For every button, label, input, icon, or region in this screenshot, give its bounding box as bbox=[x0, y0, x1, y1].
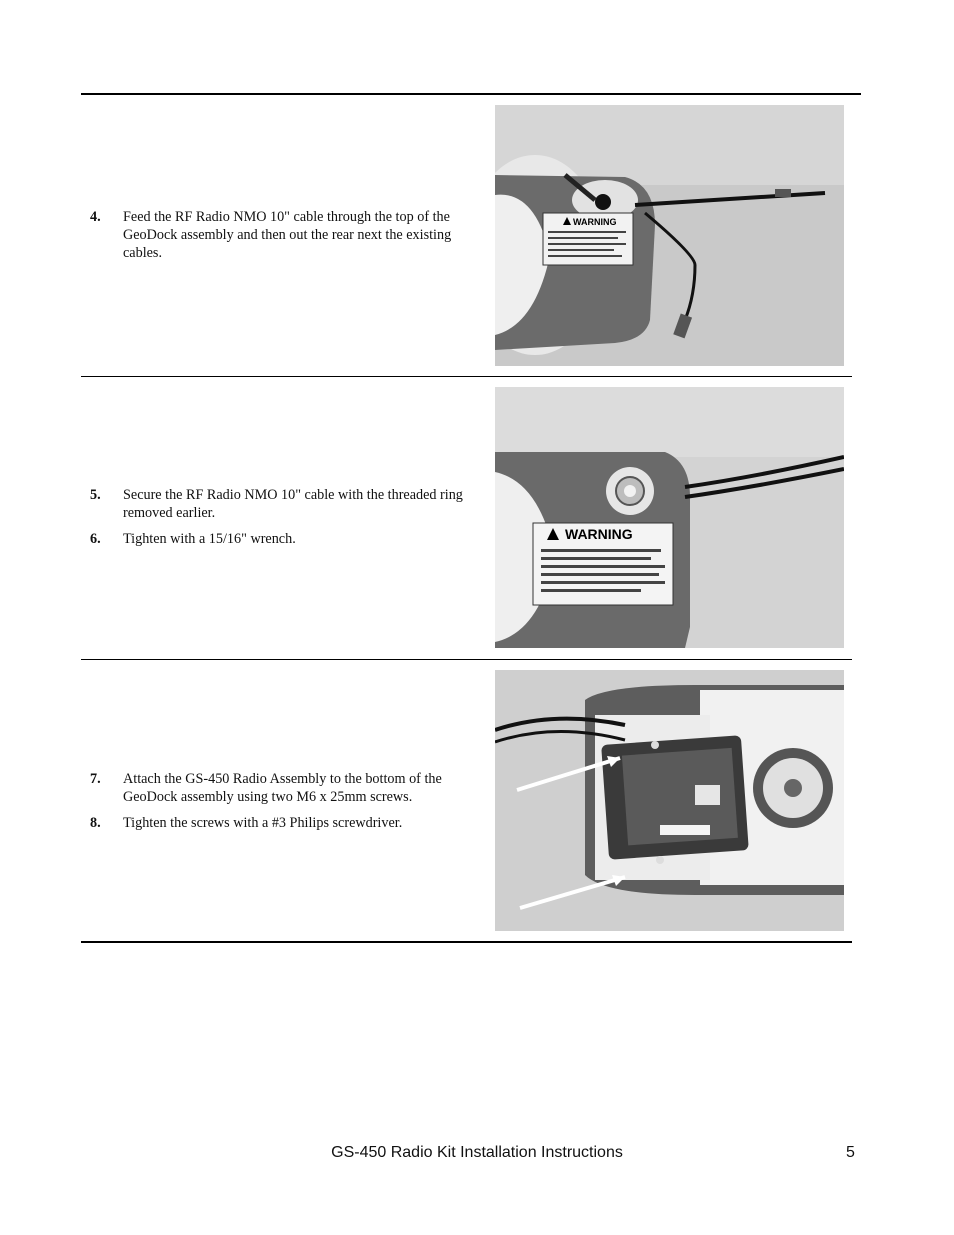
section-1-steps bbox=[90, 208, 470, 270]
section-divider-2 bbox=[81, 659, 852, 660]
step-7 bbox=[90, 770, 470, 806]
photo-threaded-ring bbox=[495, 387, 844, 648]
footer-document-title: GS-450 Radio Kit Installation Instructions bbox=[331, 1144, 623, 1161]
step-text: Tighten with a 15/16" wrench. bbox=[123, 531, 296, 547]
step-number: 5. bbox=[90, 487, 101, 503]
section-3-steps bbox=[90, 770, 470, 840]
step-number: 8. bbox=[90, 815, 101, 831]
step-text: Secure the RF Radio NMO 10" cable with the threaded ring removed earlier. bbox=[123, 487, 463, 521]
step-text: Feed the RF Radio NMO 10" cable through the top of the GeoDock assembly and then out the rear next the existing cables. bbox=[123, 209, 452, 261]
section-2-steps bbox=[90, 486, 470, 556]
step-text: Attach the GS-450 Radio Assembly to the bottom of the GeoDock assembly using two M6 x 25mm screws. bbox=[123, 771, 442, 805]
step-number: 6. bbox=[90, 531, 101, 547]
step-4 bbox=[90, 208, 470, 262]
footer-rule bbox=[81, 941, 852, 943]
photo-cable-through-geodock bbox=[495, 105, 844, 366]
step-text: Tighten the screws with a #3 Philips screwdriver. bbox=[123, 815, 403, 831]
section-divider-1 bbox=[81, 376, 852, 377]
step-6 bbox=[90, 530, 470, 548]
warning-label-small: WARNING bbox=[573, 217, 617, 227]
warning-label-large: WARNING bbox=[565, 526, 633, 542]
header-rule bbox=[81, 93, 861, 95]
step-number: 7. bbox=[90, 771, 101, 787]
step-8 bbox=[90, 814, 470, 832]
footer-page-number: 5 bbox=[846, 1144, 855, 1161]
step-5 bbox=[90, 486, 470, 522]
step-number: 4. bbox=[90, 209, 101, 225]
photo-radio-assembly-mount bbox=[495, 670, 844, 931]
